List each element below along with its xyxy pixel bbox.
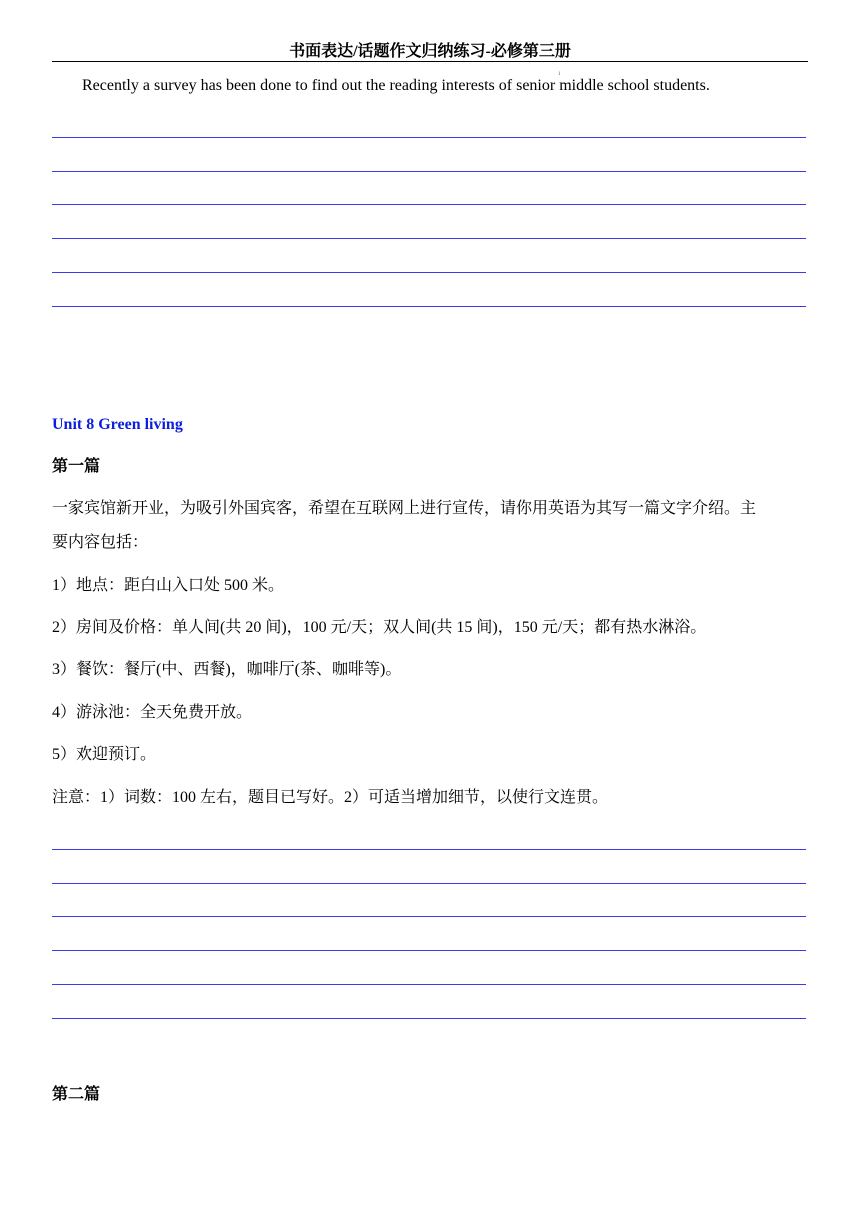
prompt-item-pool: 4）游泳池：全天免费开放。 [52,704,253,721]
answer-line[interactable] [52,1018,806,1019]
prompt-item-dining: 3）餐饮：餐厅(中、西餐)，咖啡厅(茶、咖啡等)。 [52,661,402,678]
prompt-line-1: 一家宾馆新开业，为吸引外国宾客，希望在互联网上进行宣传，请你用英语为其写一篇文字介绍。主 [52,500,757,517]
answer-line[interactable] [52,171,806,172]
page-title: 书面表达/话题作文归纳练习-必修第三册 [289,43,571,60]
answer-line[interactable] [52,137,806,138]
answer-line[interactable] [52,306,806,307]
footnote-mark: 1 [558,72,561,77]
answer-line[interactable] [52,984,806,985]
answer-line[interactable] [52,204,806,205]
prompt-item-location: 1）地点：距白山入口处 500 米。 [52,577,285,594]
answer-line[interactable] [52,950,806,951]
answer-line[interactable] [52,883,806,884]
header-divider [52,61,808,62]
prompt-note: 注意：1）词数：100 左右，题目已写好。2）可适当增加细节，以使行文连贯。 [52,789,609,806]
answer-line[interactable] [52,272,806,273]
section-heading-2: 第二篇 [52,1086,101,1103]
intro-sentence: Recently a survey has been done to find out the reading interests of senior middle school students. [82,77,710,94]
answer-line[interactable] [52,849,806,850]
unit-heading: Unit 8 Green living [52,416,183,433]
answer-line[interactable] [52,916,806,917]
prompt-line-2: 要内容包括： [52,534,149,551]
answer-line[interactable] [52,238,806,239]
prompt-item-rooms: 2）房间及价格：单人间(共 20 间)，100 元/天；双人间(共 15 间)，150 元/天；都有热水淋浴。 [52,619,707,636]
section-heading-1: 第一篇 [52,458,101,475]
prompt-item-booking: 5）欢迎预订。 [52,746,157,763]
